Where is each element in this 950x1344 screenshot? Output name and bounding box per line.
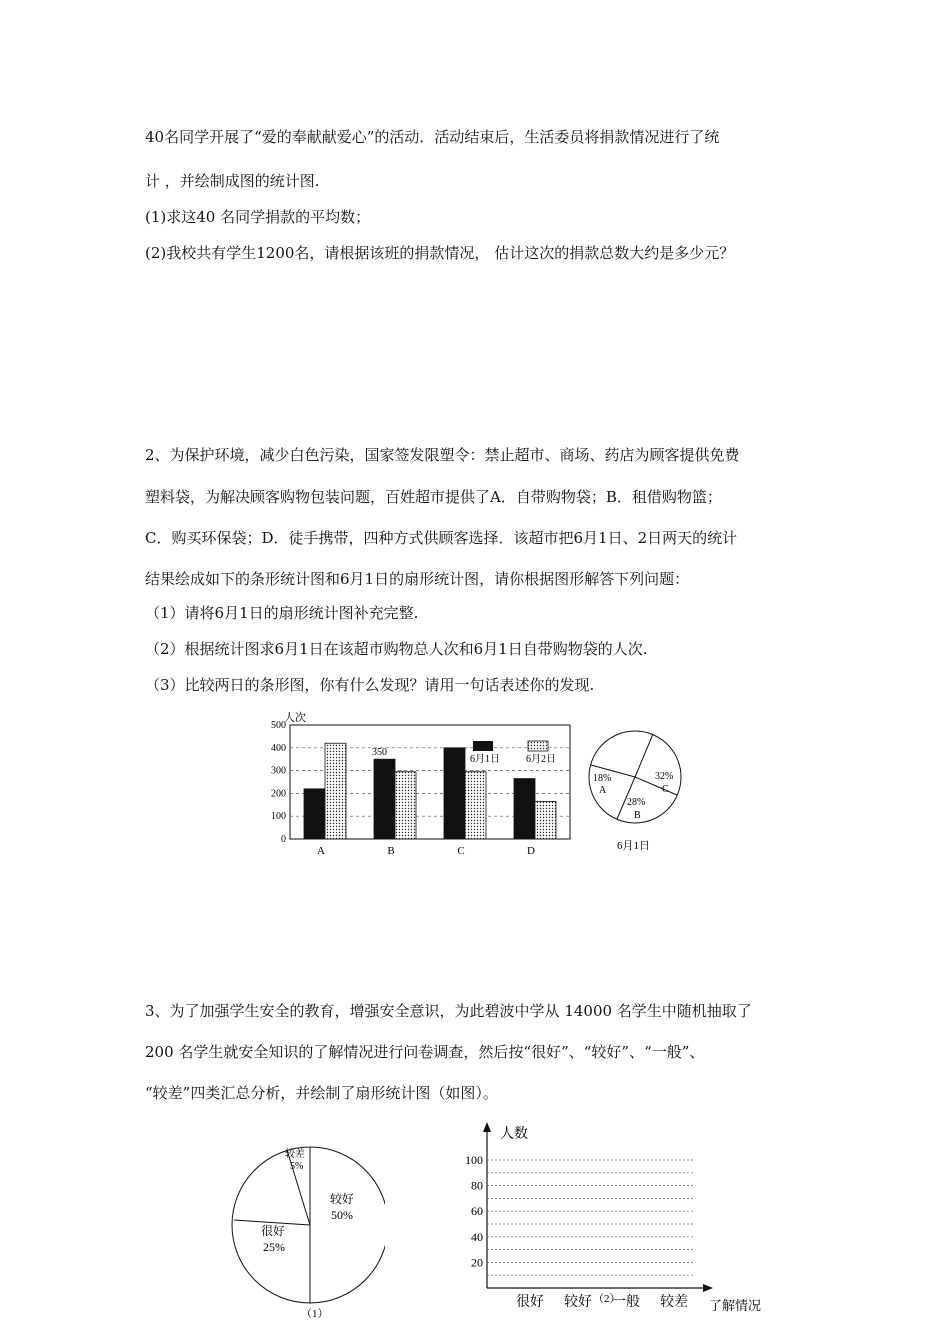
pie1-label-b: B	[634, 810, 641, 821]
q2-sub2: （2）根据统计图求6月1日在该超市购物总人次和6月1日自带购物袋的人次.	[145, 640, 648, 658]
bar2-category-label: 很好	[516, 1295, 544, 1310]
bar1-annotation: 350	[372, 747, 387, 759]
bar1-bar-A-2	[325, 743, 346, 839]
bar1-category-label: B	[387, 845, 395, 857]
bar2-ytick-label: 40	[471, 1229, 483, 1244]
bar2-y-arrow	[483, 1122, 491, 1132]
q2-line3: C．购买环保袋；D．徒手携带，四种方式供顾客选择．该超市把6月1日、2日两天的统计	[145, 529, 738, 547]
bar1-ytick-label: 100	[271, 811, 286, 823]
legend-label-day1: 6月1日	[470, 754, 500, 765]
bar2-x-arrow	[703, 1284, 713, 1292]
pie2-caption: （1）	[301, 1308, 329, 1320]
bar-chart-survey	[445, 1118, 790, 1316]
pie2-pct-verygood: 25%	[263, 1240, 285, 1254]
legend-swatch-day1	[473, 741, 493, 751]
bar1-bar-A-1	[304, 789, 325, 839]
bar1-bar-D-2	[535, 801, 556, 839]
bar1-ytick-label: 500	[271, 720, 286, 731]
bar2-xlabel: 了解情况	[709, 1298, 762, 1313]
legend-label-day2: 6月2日	[526, 754, 556, 765]
bar2-ylabel: 人数	[500, 1127, 528, 1142]
bar2-ytick-label: 20	[471, 1255, 483, 1270]
bar1-ytick-label: 300	[271, 765, 286, 777]
bar2-category-label: 较差	[660, 1295, 688, 1310]
q3-line3: “较差”四类汇总分析，并绘制了扇形统计图（如图）。	[145, 1084, 498, 1102]
pie2-label-good: 较好	[330, 1192, 355, 1206]
bar1-category-label: C	[457, 845, 465, 857]
pie2-label-poor: 较差	[285, 1149, 305, 1160]
bar2-ytick-label: 100	[465, 1153, 483, 1167]
pie2-pct-poor: 5%	[290, 1161, 304, 1172]
q2-line1: 2、为保护环境，减少白色污染，国家签发限塑令：禁止超市、商场、药店为顾客提供免费	[145, 446, 740, 464]
pie1-label-c: C	[662, 784, 669, 795]
bar2-category-label: 较好	[564, 1295, 592, 1310]
pie1-pct-b: 28%	[627, 797, 646, 808]
pie2-label-verygood: 很好	[261, 1224, 286, 1238]
pie2-pct-good: 50%	[331, 1208, 353, 1222]
pie-chart-june1	[585, 725, 695, 855]
bar1-bar-C-1	[444, 748, 465, 839]
pie1-title: 6月1日	[617, 840, 650, 852]
q2-line4: 结果绘成如下的条形统计图和6月1日的扇形统计图，请你根据图形解答下列问题：	[145, 570, 690, 588]
q3-line2: 200 名学生就安全知识的了解情况进行问卷调查，然后按“很好”、“较好”、“一般”、	[145, 1043, 705, 1061]
bar1-ytick-label: 0	[281, 834, 286, 845]
bar1-bar-B-1	[374, 759, 395, 839]
bar1-bar-D-1	[514, 779, 535, 839]
pie1-label-a: A	[599, 785, 607, 796]
q2-line2: 塑料袋，为解决顾客购物包装问题，百姓超市提供了A．自带购物袋；B．租借购物篮；	[145, 488, 722, 506]
pie1-pct-c: 32%	[655, 771, 674, 782]
q1-line1: 40名同学开展了“爱的奉献献爱心”的活动．活动结束后，生活委员将捐款情况进行了统	[145, 128, 720, 146]
q2-sub3: （3）比较两日的条形图，你有什么发现？请用一句话表述你的发现.	[145, 676, 595, 694]
legend-swatch-day2	[528, 741, 548, 751]
pie-chart-survey	[225, 1135, 385, 1320]
bar1-ytick-label: 400	[271, 742, 286, 754]
bar1-category-label: D	[527, 845, 535, 857]
q1-line2: 计 ，并绘制成图的统计图.	[145, 172, 320, 190]
pie1-pct-a: 18%	[593, 773, 612, 784]
bar-chart-shopping	[260, 705, 580, 865]
q2-sub1: （1）请将6月1日的扇形统计图补充完整.	[145, 604, 419, 622]
q3-line1: 3、为了加强学生安全的教育，增强安全意识，为此碧波中学从 14000 名学生中随机抽取了	[145, 1002, 752, 1020]
bar2-ytick-label: 60	[471, 1204, 483, 1219]
bar1-category-label: A	[317, 845, 325, 857]
bar2-ytick-label: 80	[471, 1178, 483, 1193]
bar1-ylabel: 人次	[284, 712, 306, 724]
q1-sub1: (1)求这40 名同学捐款的平均数；	[145, 208, 371, 226]
bar1-bar-B-2	[395, 772, 416, 839]
bar1-bar-C-2	[465, 772, 486, 839]
bar1-ytick-label: 200	[271, 788, 286, 800]
bar2-caption: （2）	[593, 1293, 621, 1305]
bar2-category-label: 一般	[612, 1295, 640, 1310]
q1-sub2: (2)我校共有学生1200名，请根据该班的捐款情况， 估计这次的捐款总数大约是多少元？	[145, 244, 735, 262]
